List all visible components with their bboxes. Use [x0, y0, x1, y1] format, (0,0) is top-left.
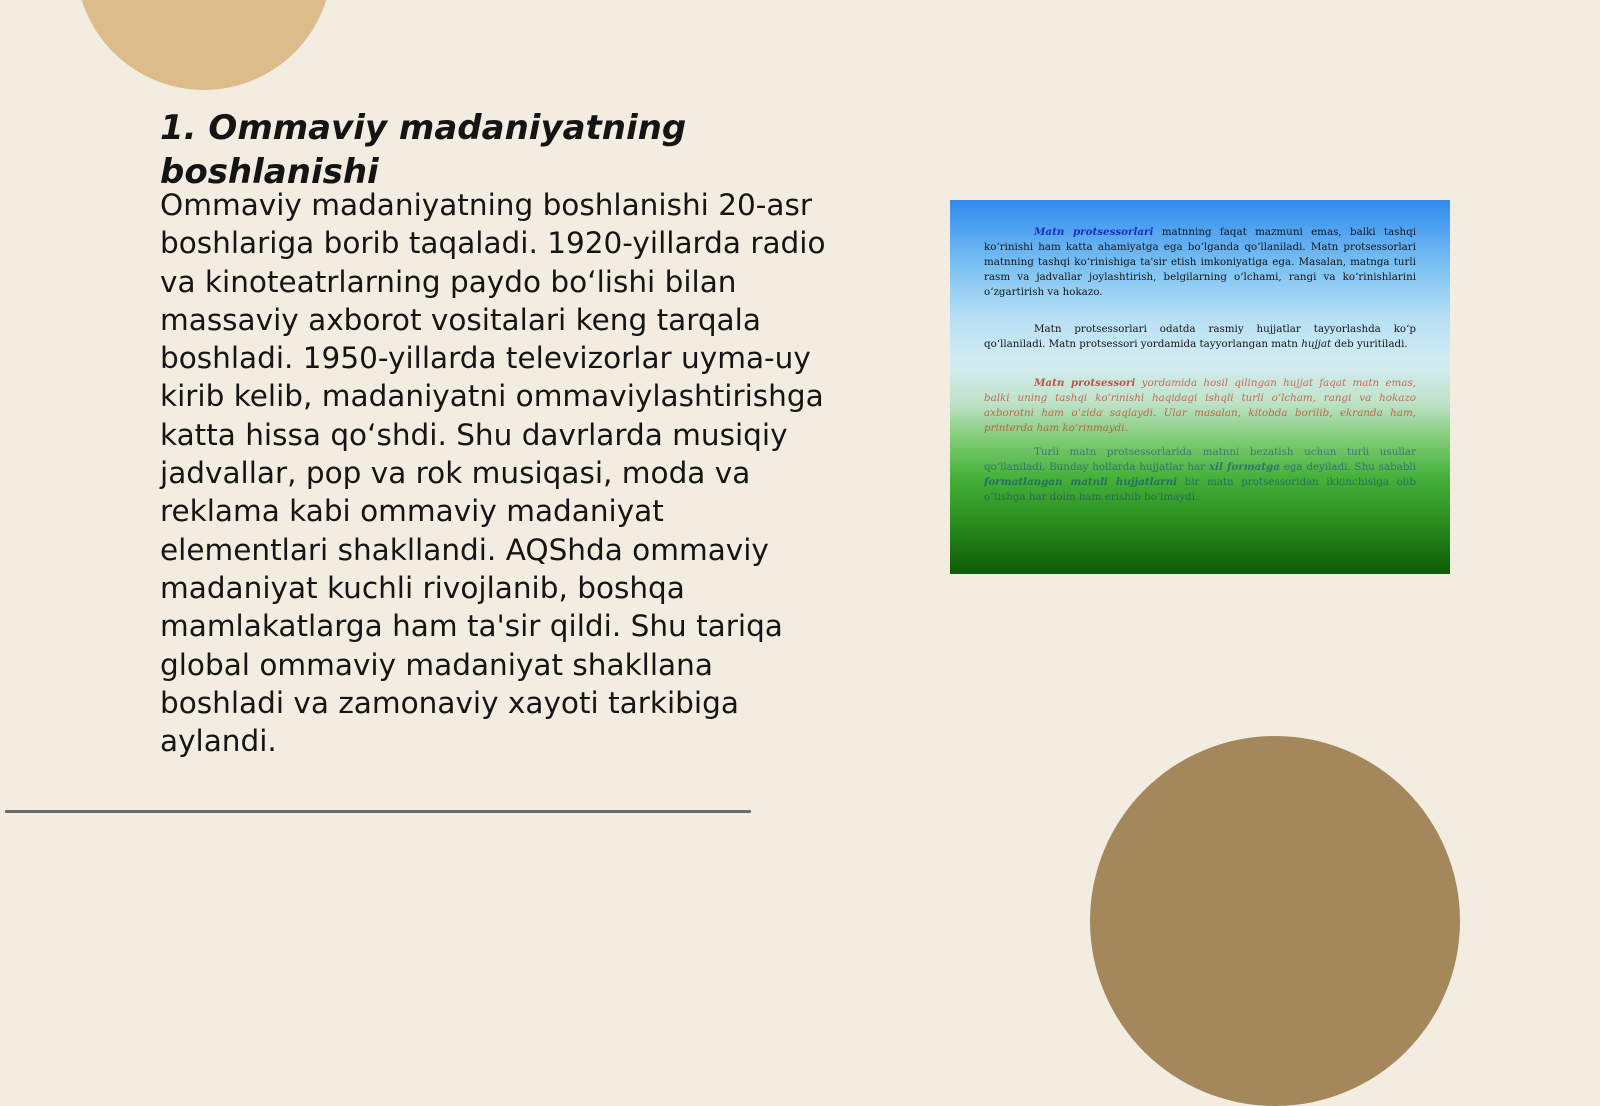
divider-line	[5, 810, 751, 813]
word-processor-info-image	[950, 200, 1450, 574]
image-paragraph-4	[984, 445, 1416, 505]
image-paragraph-text: matnning faqat mazmuni emas, balki tashqi ko‘rinishi ham katta ahamiyatga ega bo‘lganda qo‘llaniladi. Matn protsessorlari matnning tashqi ko‘rinishiga ta'sir etish imkoniyatiga ega. Masalan, matnga turli rasm va jadvallar joylashtirish, belgilarning o‘lchami, rangi va ko‘rinishlarini o‘zgartirish va hokazo.	[984, 226, 1416, 298]
image-paragraph-1	[984, 225, 1416, 300]
image-paragraph-text: yordamida hosil qilingan hujjat faqat matn emas, balki uning tashqi ko‘rinishi haqidagi ishqli turli o‘lcham, rangi va hokazo axborotni ham o‘zida saqlaydi. Ular masalan, kitobda borilib, ekranda ham, printerda ham ko‘rinmaydi.	[984, 377, 1416, 434]
image-italic-term: hujjat	[1301, 338, 1332, 350]
image-paragraph-text: deb yuritiladi.	[1331, 338, 1408, 350]
image-paragraph-text: Matn protsessorlari odatda rasmiy hujjatlar tayyorlashda ko‘p qo‘llaniladi. Matn protsessori yordamida tayyorlangan matn	[984, 323, 1416, 350]
image-strong-term: formatlangan matnli hujjatlarni	[984, 476, 1178, 488]
decorative-circle-bottom	[1090, 736, 1460, 1106]
slide-body-text: Ommaviy madaniyatning boshlanishi 20-asr boshlariga borib taqaladi. 1920-yillarda radio va kinoteatrlarning paydo bo‘lishi bilan massaviy axborot vositalari keng tarqala boshladi. 1950-yillarda televizorlar uyma-uy kirib kelib, madaniyatni ommaviylashtirishga katta hissa qo‘shdi. Shu davrlarda musiqiy jadvallar, pop va rok musiqasi, moda va reklama kabi ommaviy madaniyat elementlari shakllandi. AQShda ommaviy madaniyat kuchli rivojlanib, boshqa mamlakatlarga ham ta'sir qildi. Shu tariqa global ommaviy madaniyat shakllana boshladi va zamonaviy xayoti tarkibiga aylandi.	[160, 188, 826, 759]
image-strong-term: xil formatga	[1208, 461, 1280, 473]
image-paragraph-2	[984, 322, 1416, 352]
image-keyword: Matn protsessorlari	[1034, 226, 1154, 238]
image-paragraph-text: Turli matn protsessorlarida matnni bezatish uchun turli usullar qo‘llaniladi. Bunday hollarda hujjatlar har	[984, 446, 1416, 473]
decorative-circle-top	[76, 0, 332, 90]
image-paragraph-text: ega deyiladi. Shu sababli	[1279, 461, 1416, 473]
image-paragraph-3	[984, 376, 1416, 436]
image-keyword: Matn protsessori	[1034, 377, 1136, 389]
image-paragraph-text: bir matn protsessoridan ikkinchisiga olib o‘tishga har doim ham erishib bo‘lmaydi.	[984, 476, 1416, 503]
slide-title: 1. Ommaviy madaniyatning boshlanishi	[160, 108, 687, 192]
